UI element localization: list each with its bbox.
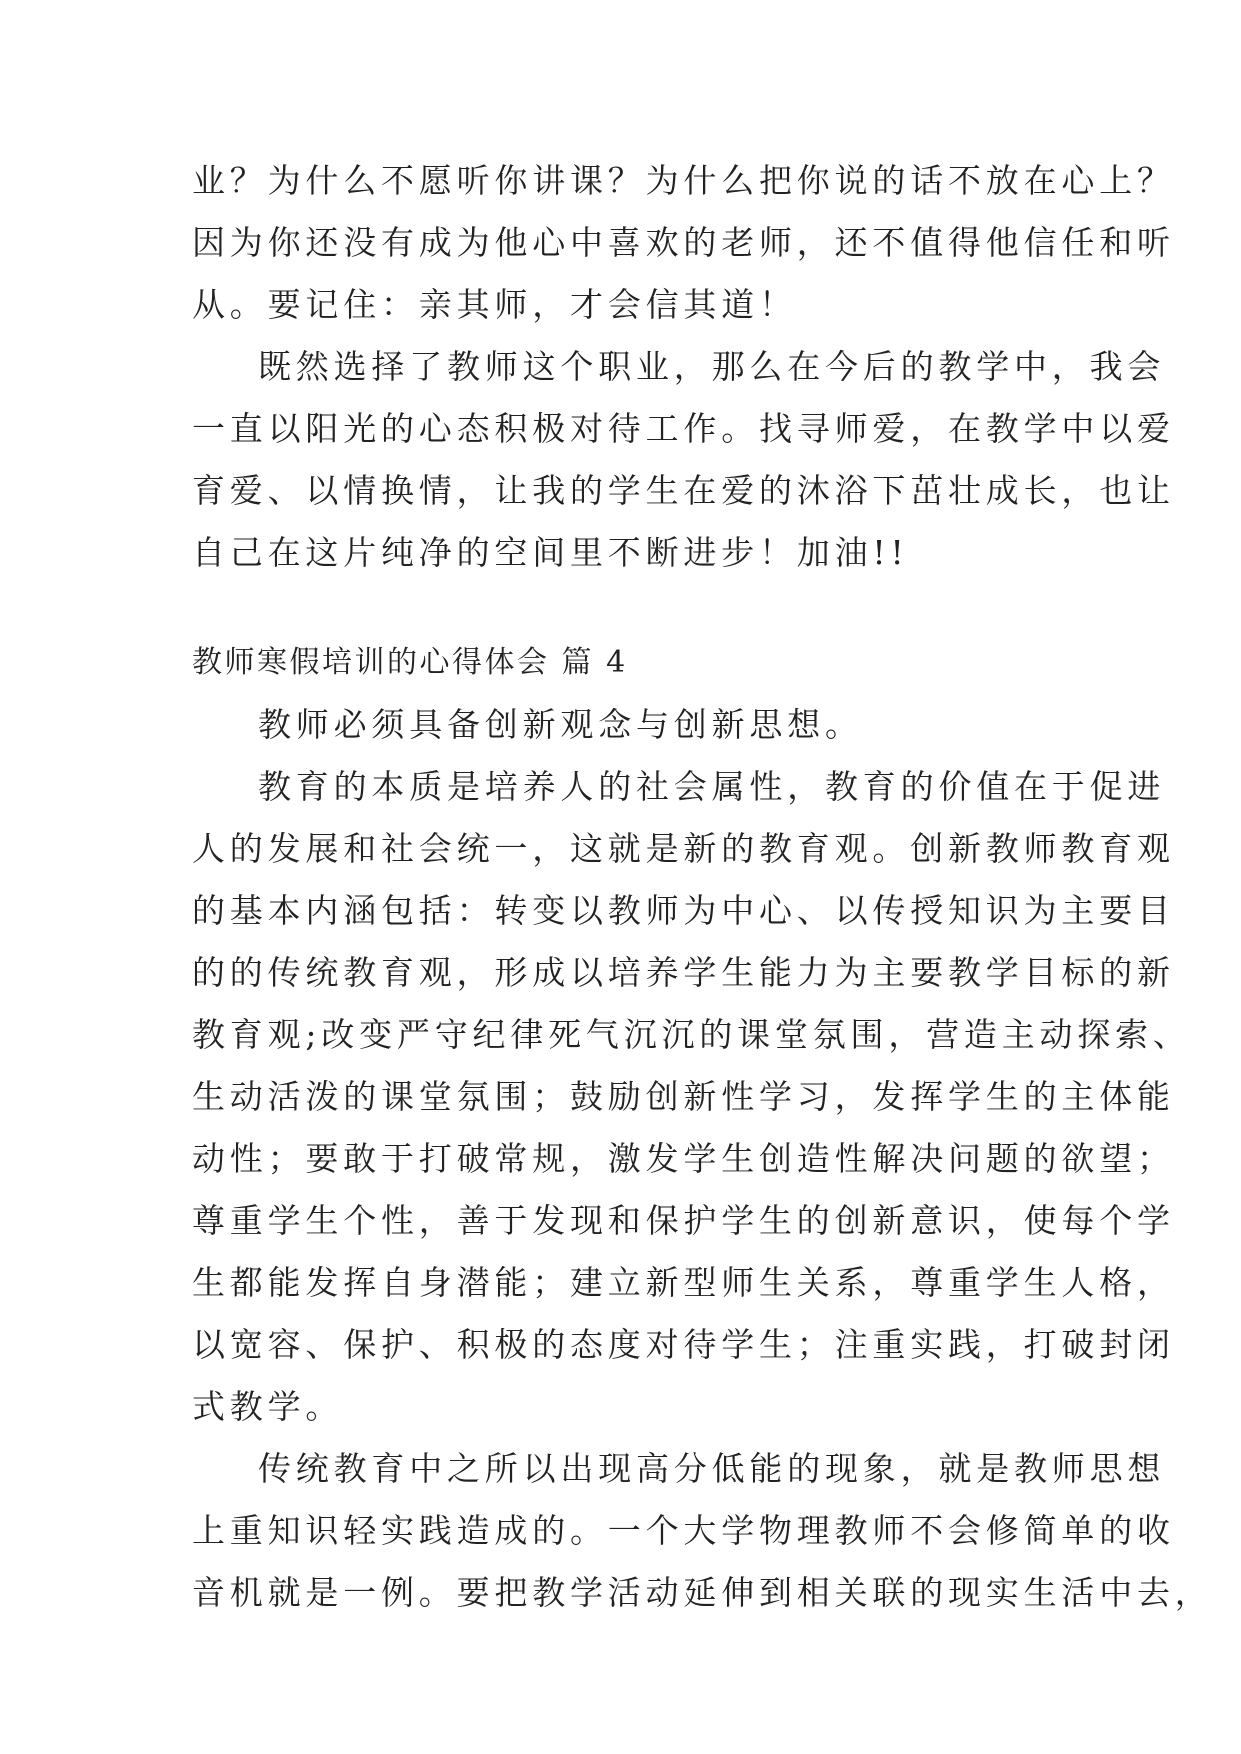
text-line: 教师必须具备创新观念与创新思想。: [258, 705, 863, 744]
text-line: 生动活泼的课堂氛围；鼓励创新性学习，发挥学生的主体能: [192, 1077, 1175, 1116]
text-line: 既然选择了教师这个职业，那么在今后的教学中，我会: [258, 347, 1166, 386]
text-line: 业？为什么不愿听你讲课？为什么把你说的话不放在心上？: [192, 161, 1175, 200]
text-line: 人的发展和社会统一，这就是新的教育观。创新教师教育观: [192, 829, 1175, 868]
paragraph: [192, 1438, 1213, 1624]
text-line: 动性；要敢于打破常规，激发学生创造性解决问题的欲望；: [192, 1139, 1175, 1178]
text-line: 生都能发挥自身潜能；建立新型师生关系，尊重学生人格，: [192, 1263, 1175, 1302]
text-line: 的基本内涵包括：转变以教师为中心、以传授知识为主要目: [192, 891, 1175, 930]
text-line: 传统教育中之所以出现高分低能的现象，就是教师思想: [258, 1449, 1166, 1488]
text-line: 式教学。: [192, 1387, 344, 1426]
paragraph: [192, 336, 1175, 584]
text-line: 一直以阳光的心态积极对待工作。找寻师爱，在教学中以爱: [192, 409, 1175, 448]
text-line: 教育观;改变严守纪律死气沉沉的课堂氛围，营造主动探索、: [192, 1015, 1191, 1054]
text-line: 教育的本质是培养人的社会属性，教育的价值在于促进: [258, 767, 1166, 806]
text-line: 音机就是一例。要把教学活动延伸到相关联的现实生活中去，: [192, 1573, 1213, 1612]
paragraph: [192, 150, 1175, 336]
text-line: 育爱、以情换情，让我的学生在爱的沐浴下茁壮成长，也让: [192, 471, 1175, 510]
text-line: 自己在这片纯净的空间里不断进步！加油!!: [192, 533, 909, 572]
text-line: 因为你还没有成为他心中喜欢的老师，还不值得他信任和听: [192, 223, 1175, 262]
document-page: [192, 150, 1213, 1624]
text-line: 以宽容、保护、积极的态度对待学生；注重实践，打破封闭: [192, 1325, 1175, 1364]
paragraph: [192, 694, 1052, 756]
text-line: 的的传统教育观，形成以培养学生能力为主要教学目标的新: [192, 953, 1175, 992]
text-line: 尊重学生个性，善于发现和保护学生的创新意识，使每个学: [192, 1201, 1175, 1240]
text-line: 上重知识轻实践造成的。一个大学物理教师不会修简单的收: [192, 1511, 1175, 1550]
text-line: 从。要记住：亲其师，才会信其道！: [192, 285, 797, 324]
section-heading: 教师寒假培训的心得体会 篇 4: [192, 645, 628, 680]
paragraph: [192, 756, 1191, 1438]
